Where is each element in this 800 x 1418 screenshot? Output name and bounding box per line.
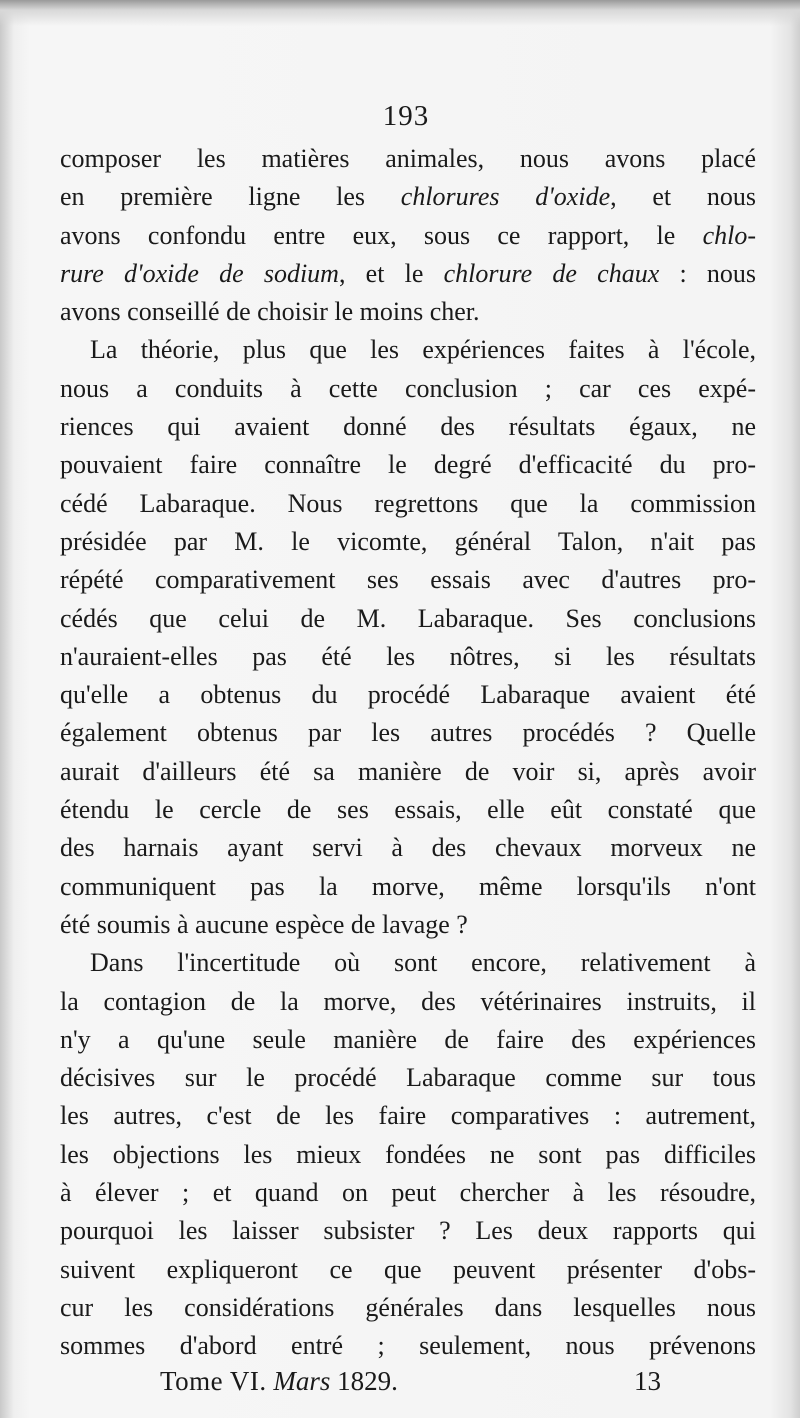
text-line: La théorie, plus que les expériences faites à l'école,	[90, 335, 756, 365]
text-line: qu'elle a obtenus du procédé Labaraque avaient été	[60, 680, 756, 710]
text-line: pourquoi les laisser subsister ? Les deux rapports qui	[60, 1216, 756, 1246]
text-line: nous a conduits à cette conclusion ; car ces expé-	[60, 373, 756, 403]
text-line: des harnais ayant servi à des chevaux morveux ne	[60, 833, 756, 863]
text-line: suivent expliqueront ce que peuvent présenter d'obs-	[60, 1254, 756, 1284]
text-line: rure d'oxide de sodium, et le chlorure de chaux : nous	[60, 258, 757, 288]
text-line: aurait d'ailleurs été sa manière de voir si, après avoir	[60, 756, 756, 786]
page-footer	[160, 1366, 680, 1397]
text-line: cur les considérations générales dans lesquelles nous	[60, 1292, 756, 1322]
signature-mark: 13	[634, 1366, 661, 1396]
text-line: Dans l'incertitude où sont encore, relativement à	[90, 948, 756, 978]
text-line: en première ligne les chlorures d'oxide, et nous	[60, 182, 756, 212]
issue-month: Mars	[273, 1366, 331, 1396]
text-line: les objections les mieux fondées ne sont pas difficiles	[60, 1139, 756, 1169]
body-text	[60, 140, 756, 1366]
text-line: avons confondu entre eux, sous ce rapport, le chlo-	[60, 220, 756, 250]
page-number: 193	[382, 100, 430, 132]
text-line: à élever ; et quand on peut chercher à les résoudre,	[60, 1178, 756, 1208]
text-line: les autres, c'est de les faire comparatives : autrement,	[60, 1101, 756, 1131]
text-line: avons conseillé de choisir le moins cher.	[60, 297, 480, 327]
issue-year: 1829.	[337, 1366, 398, 1396]
text-line: cédés que celui de M. Labaraque. Ses conclusions	[60, 603, 756, 633]
text-line: présidée par M. le vicomte, général Talon, n'ait pas	[60, 526, 756, 556]
text-line: été soumis à aucune espèce de lavage ?	[60, 909, 468, 939]
text-line: composer les matières animales, nous avons placé	[60, 144, 756, 173]
text-line: n'auraient-elles pas été les nôtres, si les résultats	[60, 641, 756, 671]
text-line: également obtenus par les autres procédés ? Quelle	[60, 718, 756, 748]
text-line: pouvaient faire connaître le degré d'efficacité du pro-	[60, 450, 756, 480]
text-line: communiquent pas la morve, même lorsqu'ils n'ont	[60, 871, 756, 901]
text-line: décisives sur le procédé Labaraque comme sur tous	[60, 1063, 756, 1093]
text-line: la contagion de la morve, des vétérinaires instruits, il	[60, 986, 756, 1016]
text-line: n'y a qu'une seule manière de faire des expériences	[60, 1024, 756, 1054]
text-line: riences qui avaient donné des résultats égaux, ne	[60, 412, 756, 442]
scan-edge-shadow	[0, 0, 800, 26]
text-line: étendu le cercle de ses essais, elle eût constaté que	[60, 795, 756, 825]
text-line: répété comparativement ses essais avec d'autres pro-	[60, 565, 756, 595]
text-line: sommes d'abord entré ; seulement, nous prévenons	[60, 1331, 756, 1361]
text-line: cédé Labaraque. Nous regrettons que la commission	[60, 488, 756, 518]
volume-label: Tome VI.	[160, 1366, 267, 1396]
